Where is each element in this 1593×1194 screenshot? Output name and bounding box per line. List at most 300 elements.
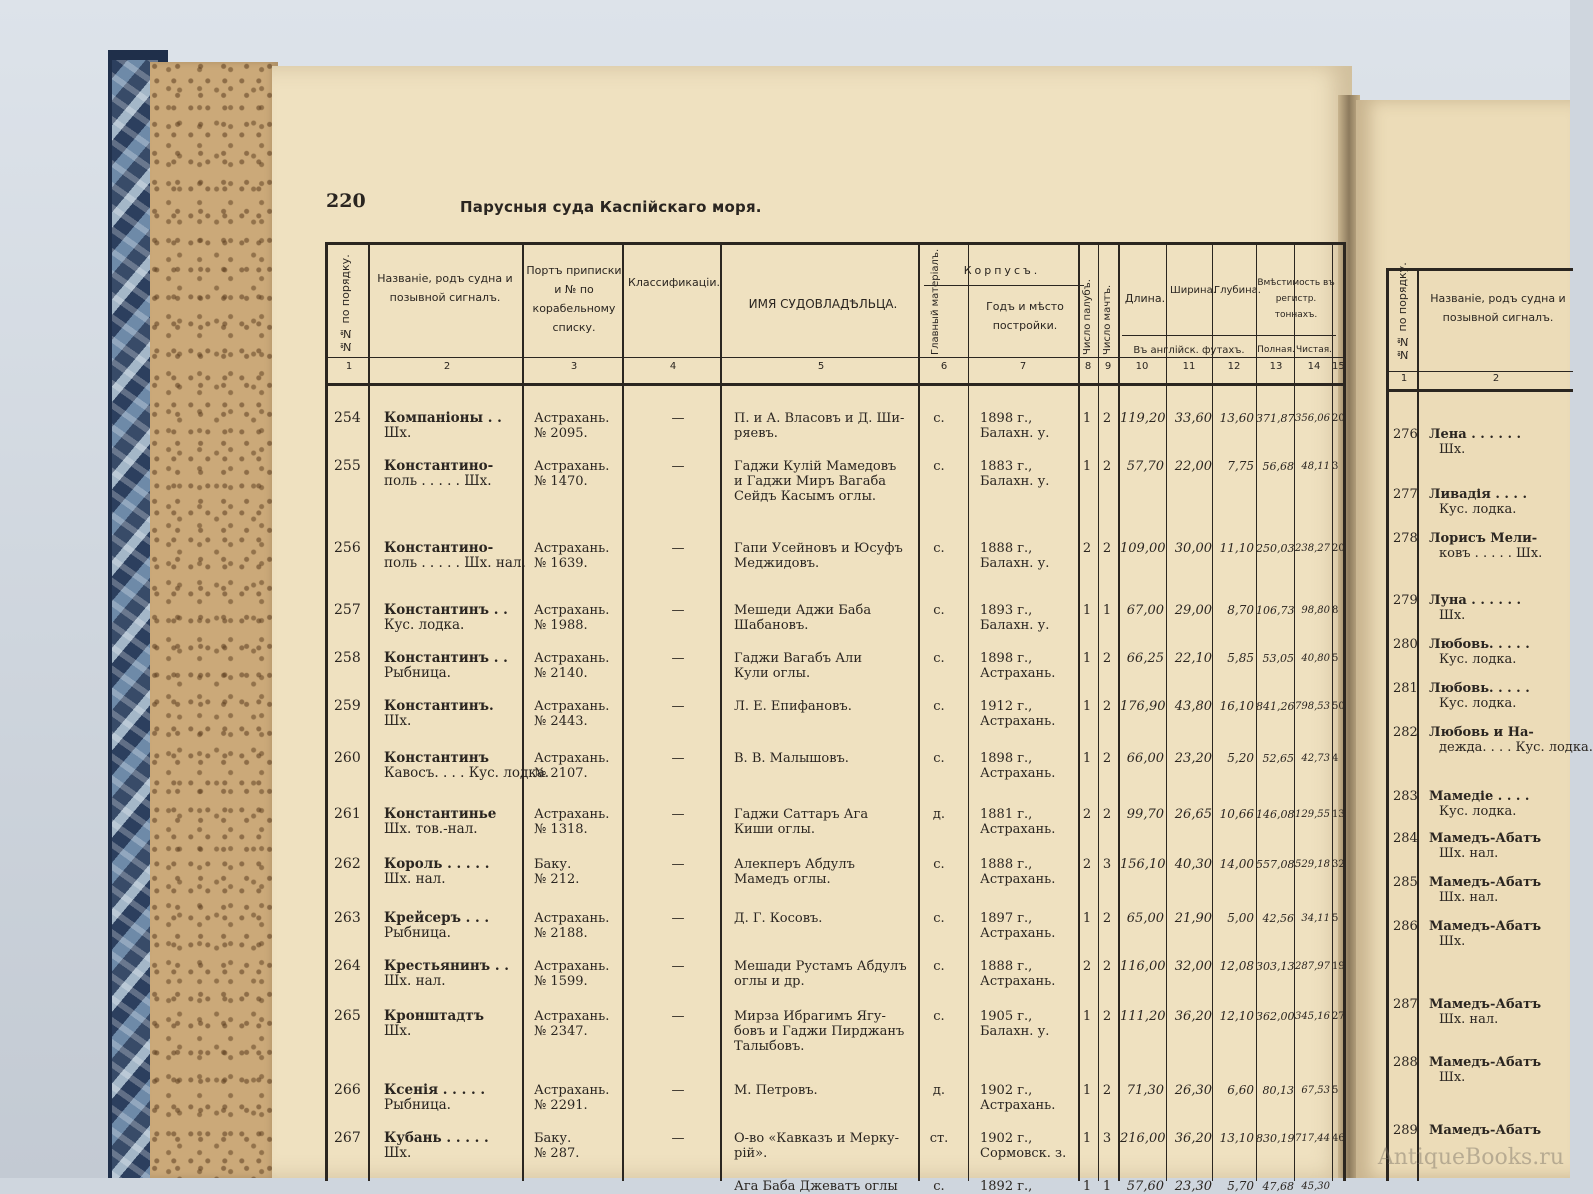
ship-name: Любовь. . . . . bbox=[1429, 637, 1530, 652]
gross-tonnage: 80,13 bbox=[1262, 1084, 1294, 1097]
build-year: 1893 г., bbox=[980, 603, 1033, 618]
owner-line: Гаджи Кулій Мамедовъ bbox=[734, 459, 897, 474]
masts-count: 2 bbox=[1102, 1083, 1112, 1098]
length-value: 57,60 bbox=[1126, 1179, 1164, 1194]
classification: — bbox=[671, 751, 685, 766]
build-place: Астрахань. bbox=[980, 766, 1056, 781]
col-num: 3 bbox=[570, 361, 578, 372]
header-col3: Портъ приписки и № по корабельному списку. bbox=[526, 264, 622, 334]
owner-line: Мирза Ибрагимъ Ягу- bbox=[734, 1009, 886, 1024]
header-col14: Чистая. bbox=[1296, 345, 1332, 355]
row-number: 263 bbox=[334, 910, 361, 926]
row-number: 264 bbox=[334, 958, 361, 974]
net-tonnage: 45,30 bbox=[1301, 1181, 1330, 1192]
gross-tonnage: 830,19 bbox=[1256, 1132, 1295, 1145]
owner-line: Мамедъ оглы. bbox=[734, 872, 831, 887]
column-rule bbox=[918, 245, 920, 1181]
material: д. bbox=[932, 807, 946, 822]
owner-line: Ага Баба Джеватъ оглы bbox=[734, 1179, 898, 1194]
register-number: № 2140. bbox=[534, 666, 588, 681]
port-name: Баку. bbox=[534, 1131, 572, 1146]
ship-type: Шх. bbox=[1439, 934, 1466, 949]
register-number: № 2188. bbox=[534, 926, 588, 941]
ship-name: Константинъ . . bbox=[384, 602, 508, 618]
owner-line: Л. Е. Епифановъ. bbox=[734, 699, 852, 714]
row-number: 257 bbox=[334, 602, 361, 618]
gross-tonnage: 47,68 bbox=[1262, 1180, 1294, 1193]
length-value: 116,00 bbox=[1120, 959, 1166, 974]
right-header-col2: Названіе, родъ судна и позывной сигналъ. bbox=[1430, 292, 1566, 324]
gross-tonnage: 42,56 bbox=[1262, 912, 1294, 925]
material: с. bbox=[933, 1179, 945, 1194]
width-value: 36,20 bbox=[1174, 1131, 1212, 1146]
net-tonnage: 238,27 bbox=[1295, 543, 1330, 554]
owner-line: О-во «Кавказъ и Мерку- bbox=[734, 1131, 900, 1146]
owner-line: Д. Г. Косовъ. bbox=[734, 911, 823, 926]
owner-line: Сейдъ Касымъ оглы. bbox=[734, 489, 877, 504]
row-number: 261 bbox=[334, 806, 361, 822]
build-place: Астрахань. bbox=[980, 822, 1056, 837]
material: с. bbox=[933, 603, 945, 618]
right-header-col1: №№ по порядку. bbox=[1396, 262, 1409, 361]
build-year: 1888 г., bbox=[980, 959, 1033, 974]
row-number: 286 bbox=[1393, 919, 1418, 934]
column-rule bbox=[1166, 245, 1167, 1181]
port-name: Астрахань. bbox=[534, 959, 610, 974]
build-year: 1898 г., bbox=[980, 411, 1033, 426]
ship-type: Рыбница. bbox=[384, 925, 451, 941]
ship-type: Шх. bbox=[384, 1023, 412, 1039]
length-value: 111,20 bbox=[1120, 1009, 1166, 1024]
header-col10: Длина. bbox=[1124, 292, 1166, 305]
owner-line: М. Петровъ. bbox=[734, 1083, 818, 1098]
depth-value: 12,10 bbox=[1219, 1009, 1254, 1023]
owner-line: В. В. Малышовъ. bbox=[734, 751, 849, 766]
ship-name: Любовь и На- bbox=[1429, 725, 1534, 740]
owner-line: Мешади Рустамъ Абдулъ bbox=[734, 959, 907, 974]
row-number: 289 bbox=[1393, 1123, 1418, 1138]
depth-value: 14,00 bbox=[1219, 857, 1254, 871]
port-name: Астрахань. bbox=[534, 807, 610, 822]
row-number: 284 bbox=[1393, 831, 1418, 846]
row-number: 254 bbox=[334, 410, 361, 426]
row-number: 282 bbox=[1393, 725, 1418, 740]
build-year: 1883 г., bbox=[980, 459, 1033, 474]
decks-count: 2 bbox=[1082, 807, 1092, 822]
net-tonnage: 42,73 bbox=[1301, 753, 1330, 764]
depth-value: 13,10 bbox=[1219, 1131, 1254, 1145]
width-value: 26,30 bbox=[1174, 1083, 1212, 1098]
classification: — bbox=[671, 959, 685, 974]
port-name: Астрахань. bbox=[534, 411, 610, 426]
row-number: 285 bbox=[1393, 875, 1418, 890]
build-place: Сормовск. з. bbox=[980, 1146, 1067, 1161]
length-value: 99,70 bbox=[1126, 807, 1164, 822]
col-num: 5 bbox=[817, 361, 825, 372]
material: с. bbox=[933, 959, 945, 974]
row-number: 279 bbox=[1393, 593, 1418, 608]
header-col5: ИМЯ СУДОВЛАДѢЛЬЦА. bbox=[748, 297, 898, 311]
col15-value: 27 bbox=[1332, 1011, 1345, 1022]
port-name: Астрахань. bbox=[534, 751, 610, 766]
col-num: 2 bbox=[1492, 373, 1500, 384]
classification: — bbox=[671, 911, 685, 926]
material: с. bbox=[933, 459, 945, 474]
decks-count: 1 bbox=[1082, 603, 1092, 618]
ship-name: Король . . . . . bbox=[384, 856, 490, 872]
build-place: Балахн. у. bbox=[980, 556, 1050, 571]
column-rule bbox=[1098, 245, 1099, 1181]
column-rule bbox=[368, 245, 370, 1181]
col15-value: 5 bbox=[1332, 1085, 1339, 1096]
register-number: № 2347. bbox=[534, 1024, 588, 1039]
col-num: 13 bbox=[1269, 361, 1283, 372]
row-number: 258 bbox=[334, 650, 361, 666]
ship-type: Шх. нал. bbox=[384, 973, 446, 989]
register-number: № 1318. bbox=[534, 822, 588, 837]
gross-tonnage: 146,08 bbox=[1256, 808, 1295, 821]
decks-count: 2 bbox=[1082, 857, 1092, 872]
gross-tonnage: 362,00 bbox=[1256, 1010, 1295, 1023]
width-value: 22,00 bbox=[1174, 459, 1212, 474]
classification: — bbox=[671, 1009, 685, 1024]
col-num: 6 bbox=[940, 361, 948, 372]
length-value: 57,70 bbox=[1126, 459, 1164, 474]
build-place: Астрахань. bbox=[980, 666, 1056, 681]
build-year: 1892 г., bbox=[980, 1179, 1033, 1194]
row-number: 265 bbox=[334, 1008, 361, 1024]
gross-tonnage: 106,73 bbox=[1256, 604, 1295, 617]
owner-line: Гапи Усейновъ и Юсуфъ bbox=[734, 541, 903, 556]
row-number: 266 bbox=[334, 1082, 361, 1098]
port-name: Астрахань. bbox=[534, 699, 610, 714]
net-tonnage: 98,80 bbox=[1301, 605, 1330, 616]
register-number: № 212. bbox=[534, 872, 580, 887]
ship-type: Кус. лодка. bbox=[1439, 652, 1517, 667]
header-col1: №№ по порядку. bbox=[339, 254, 352, 353]
ship-type: Шх. bbox=[384, 425, 412, 441]
ship-name: Ливадія . . . . bbox=[1429, 487, 1528, 502]
header-col11: Ширина. bbox=[1170, 285, 1216, 296]
ship-type: Шх. bbox=[384, 713, 412, 729]
net-tonnage: 717,44 bbox=[1295, 1133, 1330, 1144]
masts-count: 3 bbox=[1102, 857, 1112, 872]
masts-count: 2 bbox=[1102, 959, 1112, 974]
port-name: Астрахань. bbox=[534, 651, 610, 666]
ship-type: Шх. тов.-нал. bbox=[384, 821, 478, 837]
build-place: Балахн. у. bbox=[980, 618, 1050, 633]
net-tonnage: 67,53 bbox=[1301, 1085, 1330, 1096]
depth-value: 5,85 bbox=[1227, 651, 1254, 665]
decks-count: 1 bbox=[1082, 459, 1092, 474]
length-value: 67,00 bbox=[1126, 603, 1164, 618]
ship-type: Кус. лодка. bbox=[384, 617, 465, 633]
net-tonnage: 129,55 bbox=[1295, 809, 1330, 820]
register-number: № 2443. bbox=[534, 714, 588, 729]
col-num: 4 bbox=[669, 361, 677, 372]
depth-value: 5,00 bbox=[1227, 911, 1254, 925]
build-year: 1888 г., bbox=[980, 541, 1033, 556]
net-tonnage: 40,80 bbox=[1301, 653, 1330, 664]
net-tonnage: 48,11 bbox=[1301, 461, 1330, 472]
col-num: 14 bbox=[1307, 361, 1321, 372]
row-number: 288 bbox=[1393, 1055, 1418, 1070]
ship-type: Шх. нал. bbox=[1439, 890, 1499, 905]
header-korpus: Корпусъ. bbox=[963, 264, 1041, 277]
gross-tonnage: 250,03 bbox=[1256, 542, 1295, 555]
col15-value: 4 bbox=[1332, 753, 1339, 764]
masts-count: 2 bbox=[1102, 751, 1112, 766]
right-page-table bbox=[1386, 262, 1593, 1181]
ship-type: Рыбница. bbox=[384, 1097, 451, 1113]
masts-count: 2 bbox=[1102, 651, 1112, 666]
page-number: 220 bbox=[326, 190, 366, 212]
classification: — bbox=[671, 603, 685, 618]
col15-value: 20 bbox=[1332, 413, 1345, 424]
classification: — bbox=[671, 807, 685, 822]
page-title: Парусныя суда Каспійскаго моря. bbox=[460, 198, 762, 216]
depth-value: 8,70 bbox=[1227, 603, 1254, 617]
owner-line: Кули оглы. bbox=[734, 666, 811, 681]
register-number: № 2107. bbox=[534, 766, 588, 781]
ship-name: Любовь. . . . . bbox=[1429, 681, 1530, 696]
width-value: 26,65 bbox=[1174, 807, 1212, 822]
depth-value: 10,66 bbox=[1219, 807, 1254, 821]
classification: — bbox=[671, 411, 685, 426]
header-feet: Въ англійск. футахъ. bbox=[1133, 345, 1245, 356]
width-value: 40,30 bbox=[1174, 857, 1212, 872]
row-number: 267 bbox=[334, 1130, 361, 1146]
width-value: 33,60 bbox=[1174, 411, 1212, 426]
row-number: 287 bbox=[1393, 997, 1418, 1012]
col15-value: 50 bbox=[1332, 701, 1345, 712]
decks-count: 2 bbox=[1082, 959, 1092, 974]
port-name: Астрахань. bbox=[534, 603, 610, 618]
gross-tonnage: 557,08 bbox=[1256, 858, 1295, 871]
ship-name: Лорисъ Мели- bbox=[1429, 531, 1538, 546]
port-name: Астрахань. bbox=[534, 1083, 610, 1098]
owner-line: Гаджи Вагабъ Али bbox=[734, 651, 862, 666]
gross-tonnage: 53,05 bbox=[1262, 652, 1294, 665]
decks-count: 1 bbox=[1082, 651, 1092, 666]
width-value: 36,20 bbox=[1174, 1009, 1212, 1024]
col15-value: 46 bbox=[1332, 1133, 1345, 1144]
build-year: 1888 г., bbox=[980, 857, 1033, 872]
net-tonnage: 356,06 bbox=[1295, 413, 1330, 424]
build-place: Астрахань. bbox=[980, 872, 1056, 887]
material: с. bbox=[933, 541, 945, 556]
register-number: № 2291. bbox=[534, 1098, 588, 1113]
owner-line: Гаджи Саттаръ Ага bbox=[734, 807, 869, 822]
net-tonnage: 345,16 bbox=[1295, 1011, 1330, 1022]
ship-type: Шх. bbox=[384, 1145, 412, 1161]
ship-name: Кубань . . . . . bbox=[384, 1130, 489, 1146]
build-place: Астрахань. bbox=[980, 714, 1056, 729]
korpus-rule bbox=[924, 285, 1084, 286]
owner-line: бовъ и Гаджи Пирджанъ bbox=[734, 1024, 905, 1039]
masts-count: 2 bbox=[1102, 699, 1112, 714]
masts-count: 3 bbox=[1102, 1131, 1112, 1146]
ship-name: Мамедъ-Абатъ bbox=[1429, 831, 1542, 846]
classification: — bbox=[671, 541, 685, 556]
depth-value: 5,70 bbox=[1227, 1179, 1254, 1193]
width-value: 30,00 bbox=[1174, 541, 1212, 556]
column-rule bbox=[522, 245, 524, 1181]
gross-tonnage: 303,13 bbox=[1256, 960, 1295, 973]
ship-type: Рыбница. bbox=[384, 665, 451, 681]
owner-line: Алекперъ Абдулъ bbox=[734, 857, 855, 872]
register-number: № 1470. bbox=[534, 474, 588, 489]
decks-count: 2 bbox=[1082, 541, 1092, 556]
material: с. bbox=[933, 1009, 945, 1024]
build-place: Астрахань. bbox=[980, 974, 1056, 989]
row-number: 262 bbox=[334, 856, 361, 872]
length-value: 216,00 bbox=[1120, 1131, 1166, 1146]
ship-type: Кавосъ. . . . Кус. лодка. bbox=[384, 765, 550, 781]
owner-line: Мешеди Аджи Баба bbox=[734, 603, 872, 618]
build-place: Астрахань. bbox=[980, 926, 1056, 941]
ship-register-table bbox=[325, 242, 1346, 1194]
ship-name: Мамедъ-Абатъ bbox=[1429, 1123, 1542, 1138]
capacity-rule bbox=[1256, 335, 1336, 336]
row-number: 277 bbox=[1393, 487, 1418, 502]
owner-line: Шабановъ. bbox=[734, 618, 809, 633]
ship-name: Мамедъ-Абатъ bbox=[1429, 919, 1542, 934]
owner-line: рій». bbox=[734, 1146, 768, 1161]
owner-line: ряевъ. bbox=[734, 426, 778, 441]
build-year: 1902 г., bbox=[980, 1083, 1033, 1098]
width-value: 29,00 bbox=[1174, 603, 1212, 618]
port-name: Баку. bbox=[534, 857, 572, 872]
decks-count: 1 bbox=[1082, 699, 1092, 714]
decks-count: 1 bbox=[1082, 751, 1092, 766]
feet-rule bbox=[1122, 335, 1256, 336]
owner-line: Талыбовъ. bbox=[734, 1039, 805, 1054]
port-name: Астрахань. bbox=[534, 459, 610, 474]
ship-name: Константинъ. bbox=[384, 698, 494, 714]
header-col12: Глубина. bbox=[1214, 285, 1261, 296]
build-year: 1912 г., bbox=[980, 699, 1033, 714]
build-place: Балахн. у. bbox=[980, 474, 1050, 489]
width-value: 23,30 bbox=[1174, 1179, 1212, 1194]
classification: — bbox=[671, 857, 685, 872]
width-value: 32,00 bbox=[1174, 959, 1212, 974]
masts-count: 2 bbox=[1102, 1009, 1112, 1024]
build-year: 1898 г., bbox=[980, 751, 1033, 766]
gross-tonnage: 371,87 bbox=[1256, 412, 1295, 425]
length-value: 66,00 bbox=[1126, 751, 1164, 766]
col15-value: 19 bbox=[1332, 961, 1345, 972]
ship-name: Мамедъ-Абатъ bbox=[1429, 875, 1542, 890]
row-number: 278 bbox=[1393, 531, 1418, 546]
build-place: Балахн. у. bbox=[980, 426, 1050, 441]
col-num: 12 bbox=[1227, 361, 1241, 372]
ship-type: поль . . . . . Шх. bbox=[384, 473, 492, 489]
col15-value: 3 bbox=[1332, 461, 1339, 472]
register-number: № 287. bbox=[534, 1146, 580, 1161]
classification: — bbox=[671, 1083, 685, 1098]
ship-name: Константинъ bbox=[384, 750, 489, 766]
ship-name: Луна . . . . . . bbox=[1429, 593, 1522, 608]
width-value: 23,20 bbox=[1174, 751, 1212, 766]
row-number: 281 bbox=[1393, 681, 1418, 696]
column-rule bbox=[1212, 245, 1213, 1181]
ship-name: Константинье bbox=[384, 806, 497, 822]
watermark: AntiqueBooks.ru bbox=[1377, 1145, 1564, 1170]
col15-value: 20 bbox=[1332, 543, 1345, 554]
ship-name: Кронштадтъ bbox=[384, 1008, 484, 1024]
ship-name: Компаніоны . . bbox=[384, 410, 502, 426]
row-number: 280 bbox=[1393, 637, 1418, 652]
col-num: 9 bbox=[1104, 361, 1112, 372]
build-year: 1905 г., bbox=[980, 1009, 1033, 1024]
page-edge bbox=[150, 62, 278, 1178]
port-name: Астрахань. bbox=[534, 541, 610, 556]
masts-count: 2 bbox=[1102, 911, 1112, 926]
register-number: № 1599. bbox=[534, 974, 588, 989]
ship-type: Шх. нал. bbox=[384, 871, 446, 887]
header-col7: Годъ и мѣсто постройки. bbox=[986, 300, 1064, 332]
header-col9: Число мачтъ. bbox=[1102, 284, 1113, 355]
length-value: 66,25 bbox=[1126, 651, 1164, 666]
ship-type: ковъ . . . . . Шх. bbox=[1439, 546, 1543, 561]
table-header bbox=[328, 245, 1343, 386]
masts-count: 2 bbox=[1102, 459, 1112, 474]
header-number-rule bbox=[328, 357, 1343, 358]
row-number: 256 bbox=[334, 540, 361, 556]
width-value: 22,10 bbox=[1174, 651, 1212, 666]
classification: — bbox=[671, 459, 685, 474]
ship-type: Кус. лодка. bbox=[1439, 502, 1517, 517]
ship-name: Мамедіе . . . . bbox=[1429, 789, 1530, 804]
net-tonnage: 287,97 bbox=[1295, 961, 1330, 972]
ship-type: Шх. bbox=[1439, 608, 1466, 623]
decks-count: 1 bbox=[1082, 1083, 1092, 1098]
ship-type: Шх. нал. bbox=[1439, 846, 1499, 861]
length-value: 71,30 bbox=[1126, 1083, 1164, 1098]
masts-count: 2 bbox=[1102, 411, 1112, 426]
header-col13: Полная. bbox=[1257, 345, 1295, 355]
ship-name: Лена . . . . . . bbox=[1429, 427, 1522, 442]
ship-type: поль . . . . . Шх. нал. bbox=[384, 555, 526, 571]
masts-count: 1 bbox=[1102, 603, 1112, 618]
material: с. bbox=[933, 751, 945, 766]
header-col2: Названіе, родъ судна и позывной сигналъ. bbox=[377, 272, 513, 304]
length-value: 156,10 bbox=[1120, 857, 1166, 872]
depth-value: 13,60 bbox=[1219, 411, 1254, 425]
build-year: 1902 г., bbox=[980, 1131, 1033, 1146]
row-number: 283 bbox=[1393, 789, 1418, 804]
register-number: № 1988. bbox=[534, 618, 588, 633]
ship-type: Кус. лодка. bbox=[1439, 804, 1517, 819]
owner-line: П. и А. Власовъ и Д. Ши- bbox=[734, 411, 905, 426]
net-tonnage: 798,53 bbox=[1295, 701, 1330, 712]
col-num: 7 bbox=[1019, 361, 1027, 372]
material: д. bbox=[932, 1083, 946, 1098]
col15-value: 5 bbox=[1332, 913, 1339, 924]
gross-tonnage: 841,26 bbox=[1256, 700, 1295, 713]
classification: — bbox=[671, 651, 685, 666]
material: с. bbox=[933, 911, 945, 926]
gross-tonnage: 56,68 bbox=[1262, 460, 1294, 473]
decks-count: 1 bbox=[1082, 1131, 1092, 1146]
col-num: 1 bbox=[345, 361, 353, 372]
owner-line: оглы и др. bbox=[734, 974, 805, 989]
ship-name: Константинъ . . bbox=[384, 650, 508, 666]
build-place: Астрахань. bbox=[980, 1098, 1056, 1113]
length-value: 119,20 bbox=[1120, 411, 1166, 426]
width-value: 21,90 bbox=[1174, 911, 1212, 926]
